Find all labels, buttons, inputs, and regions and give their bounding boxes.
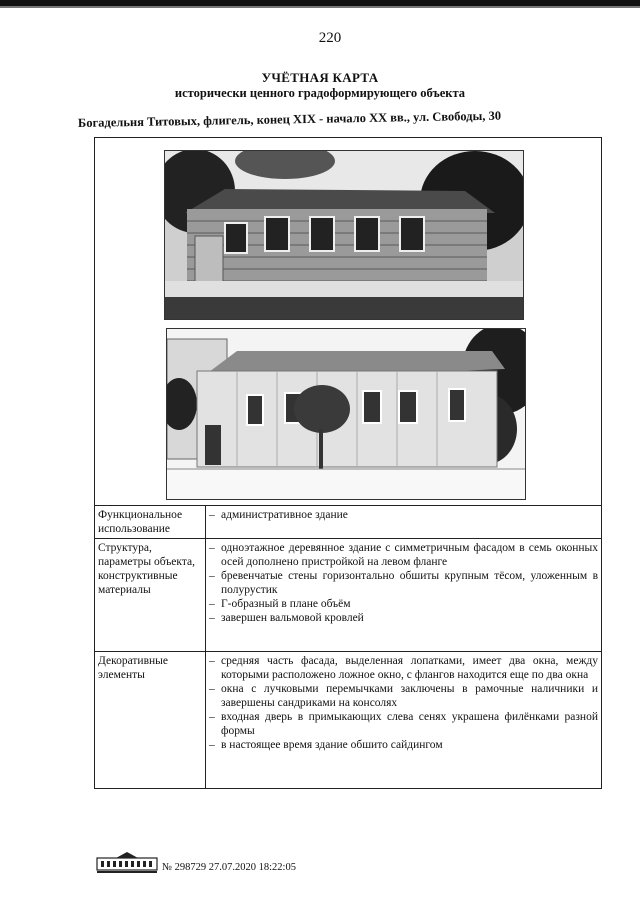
table-row <box>95 506 602 539</box>
list-item: – административное здание <box>209 508 598 522</box>
properties-table <box>94 505 602 789</box>
list-item: – окна с лучковыми перемычками заключены в рамочные наличники и завершены сандриками на консолях <box>209 682 598 710</box>
list-item: – завершен вальмовой кровлей <box>209 611 598 625</box>
list-item: – входная дверь в примыкающих слева сенях украшена филёнками разной формы <box>209 710 598 738</box>
list-item: – Г-образный в плане объём <box>209 597 598 611</box>
scan-edge-shadow <box>0 6 640 8</box>
footer <box>96 848 396 878</box>
list-item: – в настоящее время здание обшито сайдингом <box>209 738 598 752</box>
row-content <box>206 506 602 539</box>
row-label: Функциональное использование <box>95 506 206 539</box>
list-item: – бревенчатые стены горизонтально обшиты крупным тёсом, уложенным в полурустик <box>209 569 598 597</box>
photo-building-current <box>166 328 526 500</box>
stamp-logo <box>96 850 158 874</box>
list-item: – средняя часть фасада, выделенная лопатками, имеет два окна, между которыми расположено ложное окно, с флангов находится еще по два окна <box>209 654 598 682</box>
list-item: – одноэтажное деревянное здание с симметричным фасадом в семь оконных осей дополнено пристройкой на левом фланге <box>209 541 598 569</box>
row-content <box>206 539 602 652</box>
photo-building-old <box>164 150 524 320</box>
document-subtitle: исторически ценного градоформирующего объекта <box>174 86 466 100</box>
table-row <box>95 539 602 652</box>
page-number: 220 <box>318 30 342 46</box>
document-number: № 298729 27.07.2020 18:22:05 <box>162 862 296 873</box>
row-label: Декоративные элементы <box>95 652 206 789</box>
object-name: Богадельня Титовых, флигель, конец XIX - начало XX вв., ул. Свободы, 30 <box>77 108 502 130</box>
document-title: УЧЁТНАЯ КАРТА <box>261 70 379 85</box>
row-label: Структура, параметры объекта, конструктивные материалы <box>95 539 206 652</box>
row-content <box>206 652 602 789</box>
table-row <box>95 652 602 789</box>
